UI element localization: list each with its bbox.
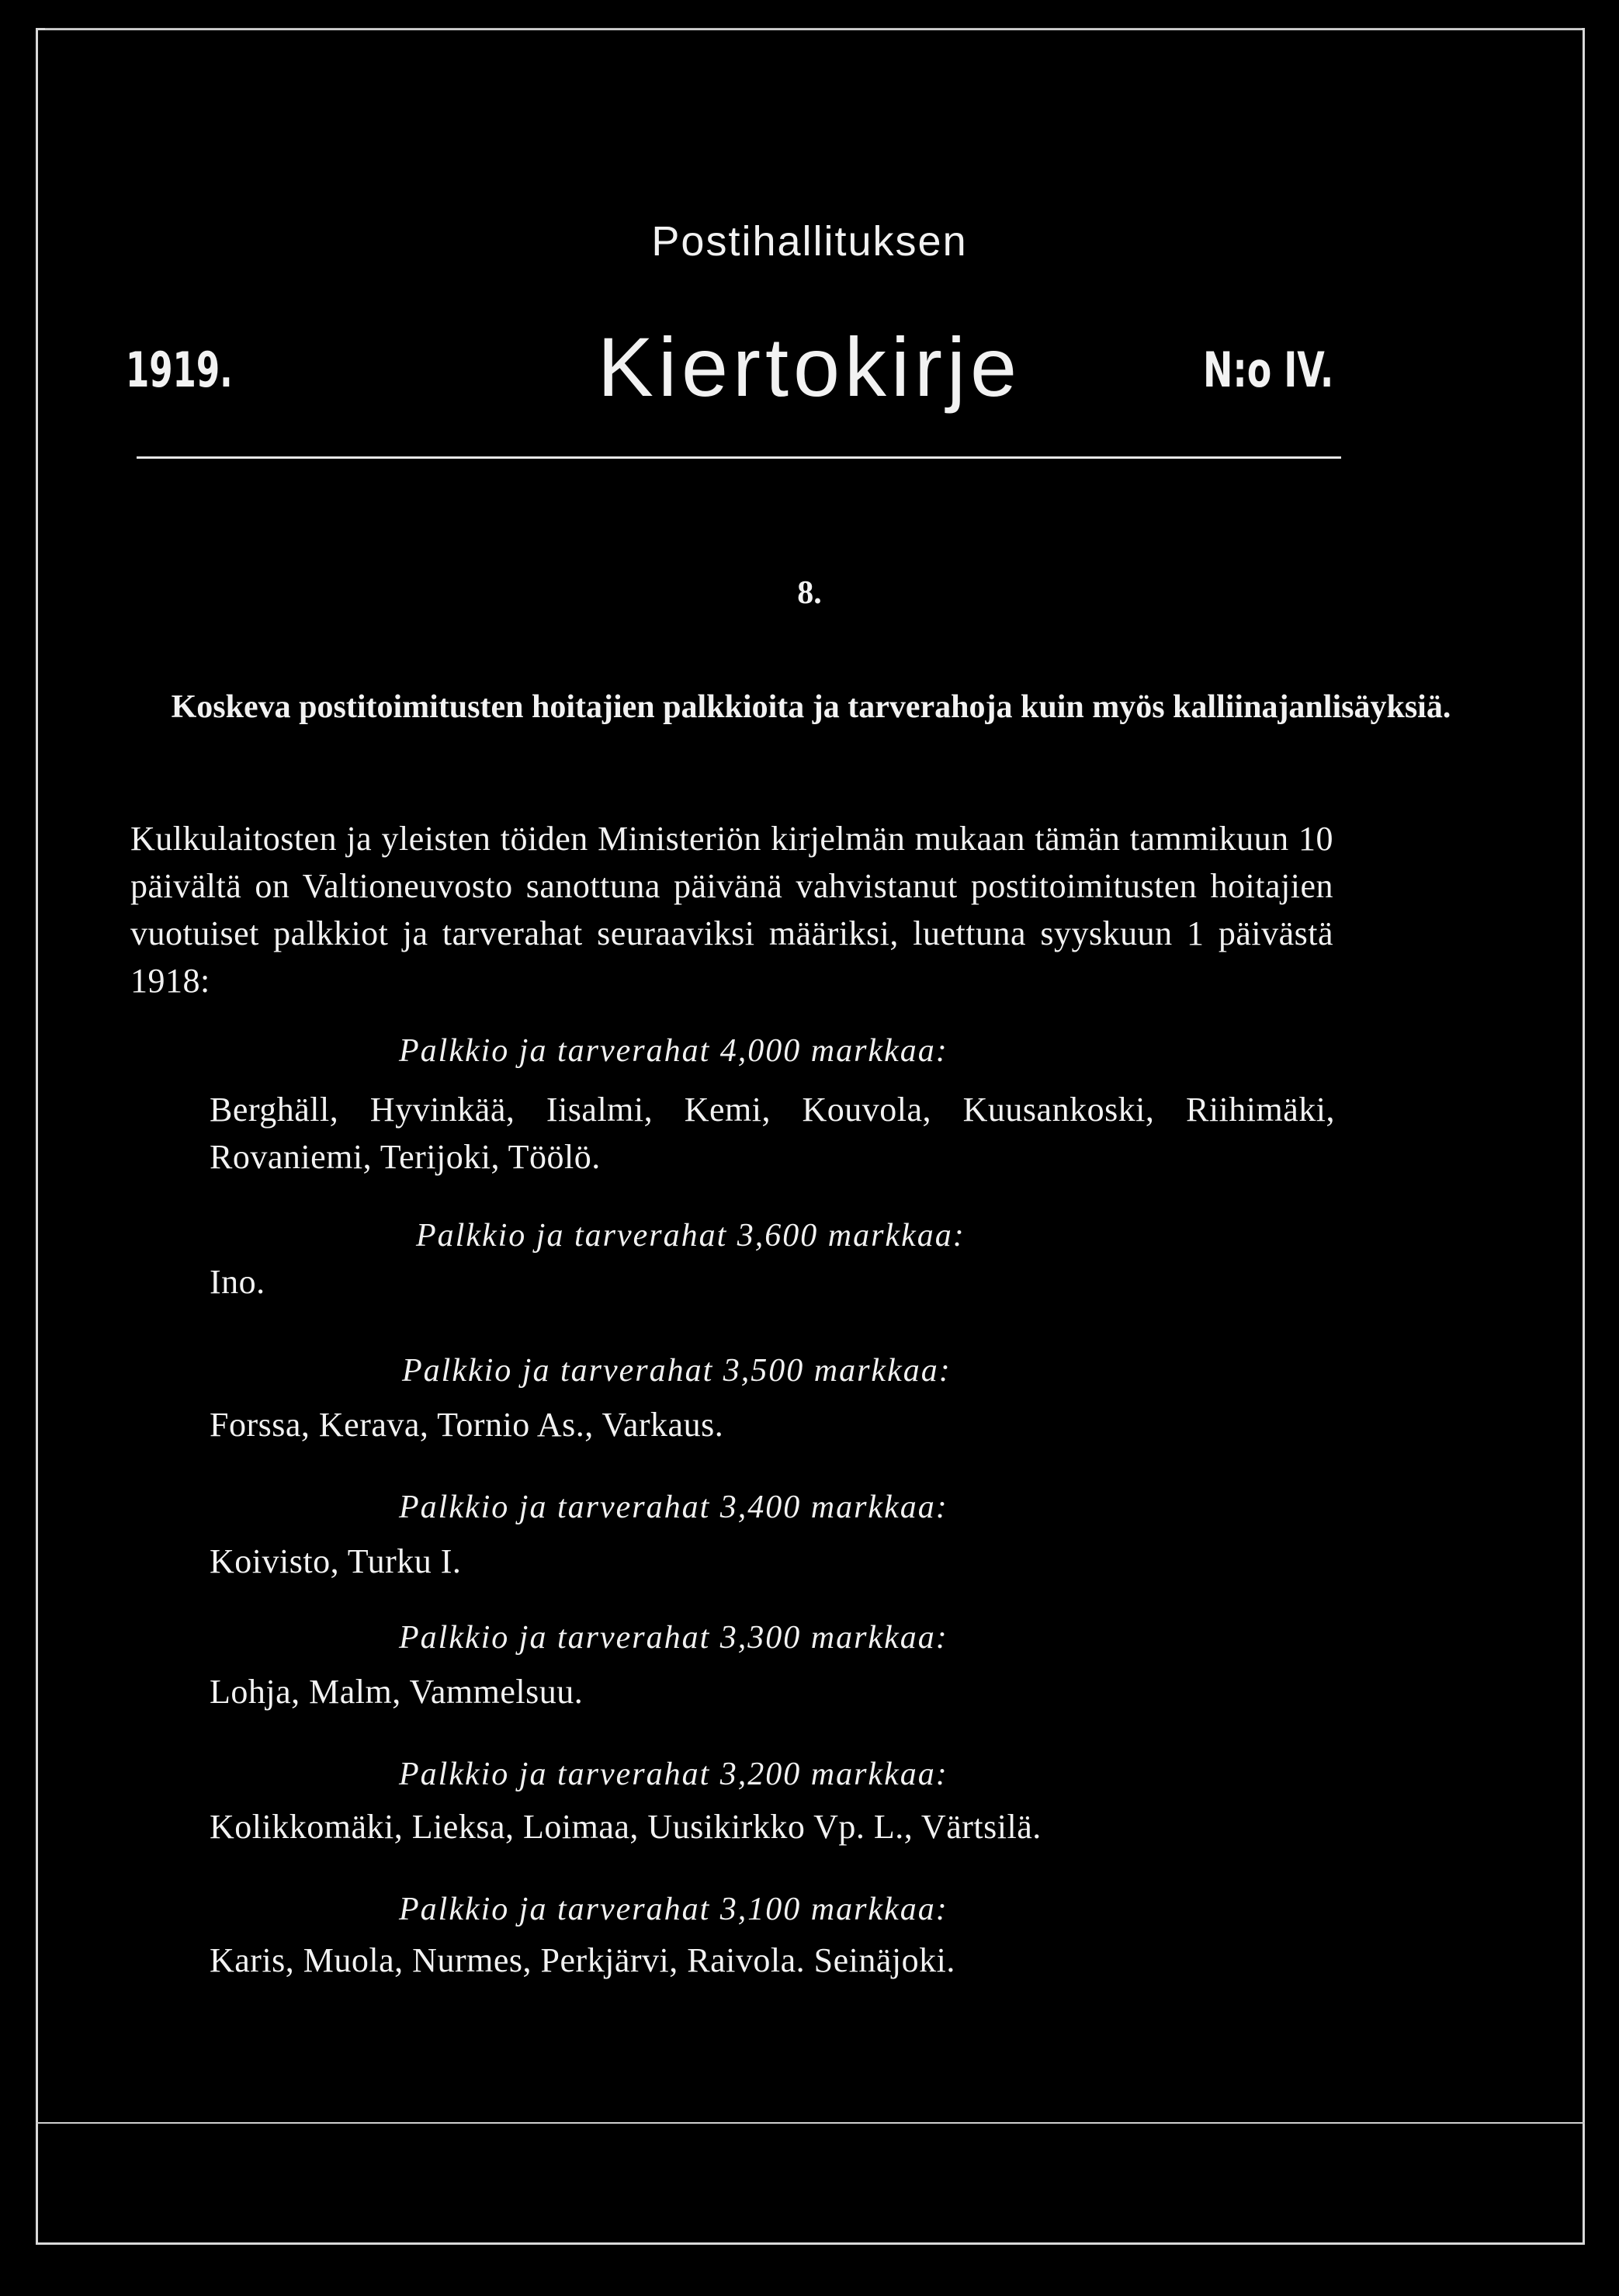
rate-places: Koivisto, Turku I. [210,1542,462,1580]
rate-heading: Palkkio ja tarverahat 3,600 markkaa: [416,1218,966,1254]
rate-places: Kolikkomäki, Lieksa, Loimaa, Uusikirkko Vp. L., Värtsilä. [210,1808,1042,1846]
rate-places: Berghäll, Hyvinkää, Iisalmi, Kemi, Kouvola, Kuusankoski, Riihimäki, Rovaniemi, Terijoki, Töölö. [210,1091,1335,1176]
header-rule [137,456,1341,459]
rate-heading: Palkkio ja tarverahat 3,100 markkaa: [399,1892,948,1927]
issuer-title: Postihallituksen [651,218,968,265]
rate-heading: Palkkio ja tarverahat 3,400 markkaa: [399,1490,948,1525]
intro-paragraph: Kulkulaitosten ja yleisten töiden Ministeriön kirjelmän mukaan tämän tammikuun 10 päivältä on Valtioneuvosto sanottuna päivänä vahvistanut postitoimitusten hoitajien vuotuiset palkkiot ja tarverahat seuraaviksi määriksi, luettuna syyskuun 1 päivästä 1918: [130,820,1333,1000]
circular-number: N:o IV. [1203,342,1334,398]
bottom-rule [36,2122,1585,2124]
rate-places: Ino. [210,1263,265,1301]
circular-title: Kiertokirje [597,320,1022,414]
rate-heading: Palkkio ja tarverahat 3,200 markkaa: [399,1757,948,1792]
section-heading: Koskeva postitoimitusten hoitajien palkkioita ja tarverahoja kuin myös kalliinajanlisäyksiä. [171,689,1451,725]
section-number: 8. [797,575,822,611]
rate-heading: Palkkio ja tarverahat 4,000 markkaa: [399,1033,948,1069]
circular-year: 1919. [126,342,233,398]
rate-heading: Palkkio ja tarverahat 3,300 markkaa: [399,1620,948,1656]
rate-places: Karis, Muola, Nurmes, Perkjärvi, Raivola. Seinäjoki. [210,1941,955,1979]
rate-places: Lohja, Malm, Vammelsuu. [210,1673,584,1711]
rate-heading: Palkkio ja tarverahat 3,500 markkaa: [402,1353,952,1389]
rate-places: Forssa, Kerava, Tornio As., Varkaus. [210,1406,724,1444]
